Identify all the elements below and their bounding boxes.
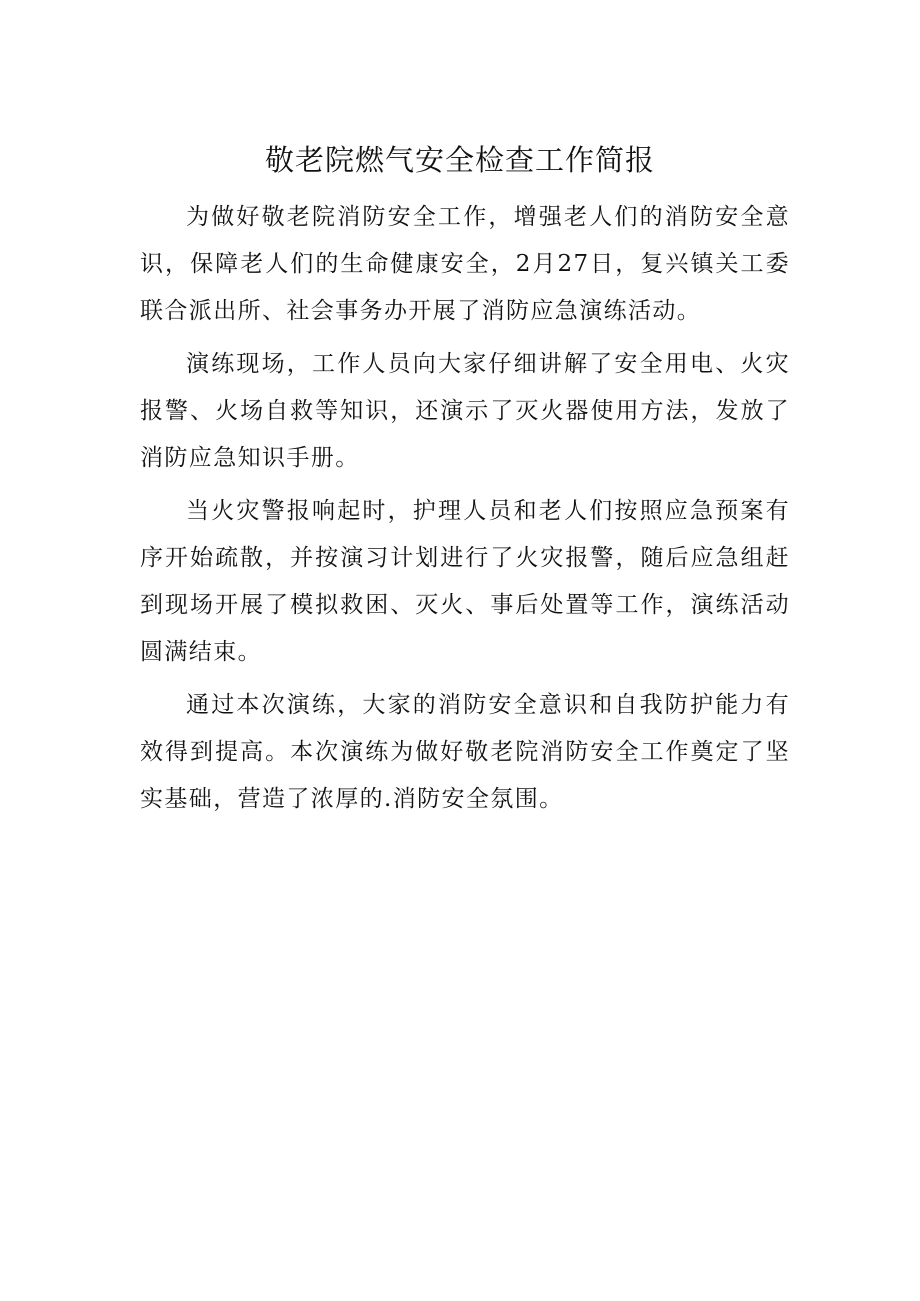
paragraph-2: 演练现场，工作人员向大家仔细讲解了安全用电、火灾报警、火场自救等知识，还演示了灭火器使用方法，发放了消防应急知识手册。 [140, 351, 790, 471]
paragraph-1: 为做好敬老院消防安全工作，增强老人们的消防安全意识，保障老人们的生命健康安全，2月27日，复兴镇关工委联合派出所、社会事务办开展了消防应急演练活动。 [140, 204, 790, 324]
paragraph-3: 当火灾警报响起时，护理人员和老人们按照应急预案有序开始疏散，并按演习计划进行了火灾报警，随后应急组赶到现场开展了模拟救困、灭火、事后处置等工作，演练活动圆满结束。 [140, 498, 790, 665]
paragraph-4: 通过本次演练，大家的消防安全意识和自我防护能力有效得到提高。本次演练为做好敬老院消防安全工作奠定了坚实基础，营造了浓厚的.消防安全氛围。 [140, 692, 790, 812]
document-body [140, 194, 790, 829]
document-title: 敬老院燃气安全检查工作简报 [264, 143, 655, 177]
